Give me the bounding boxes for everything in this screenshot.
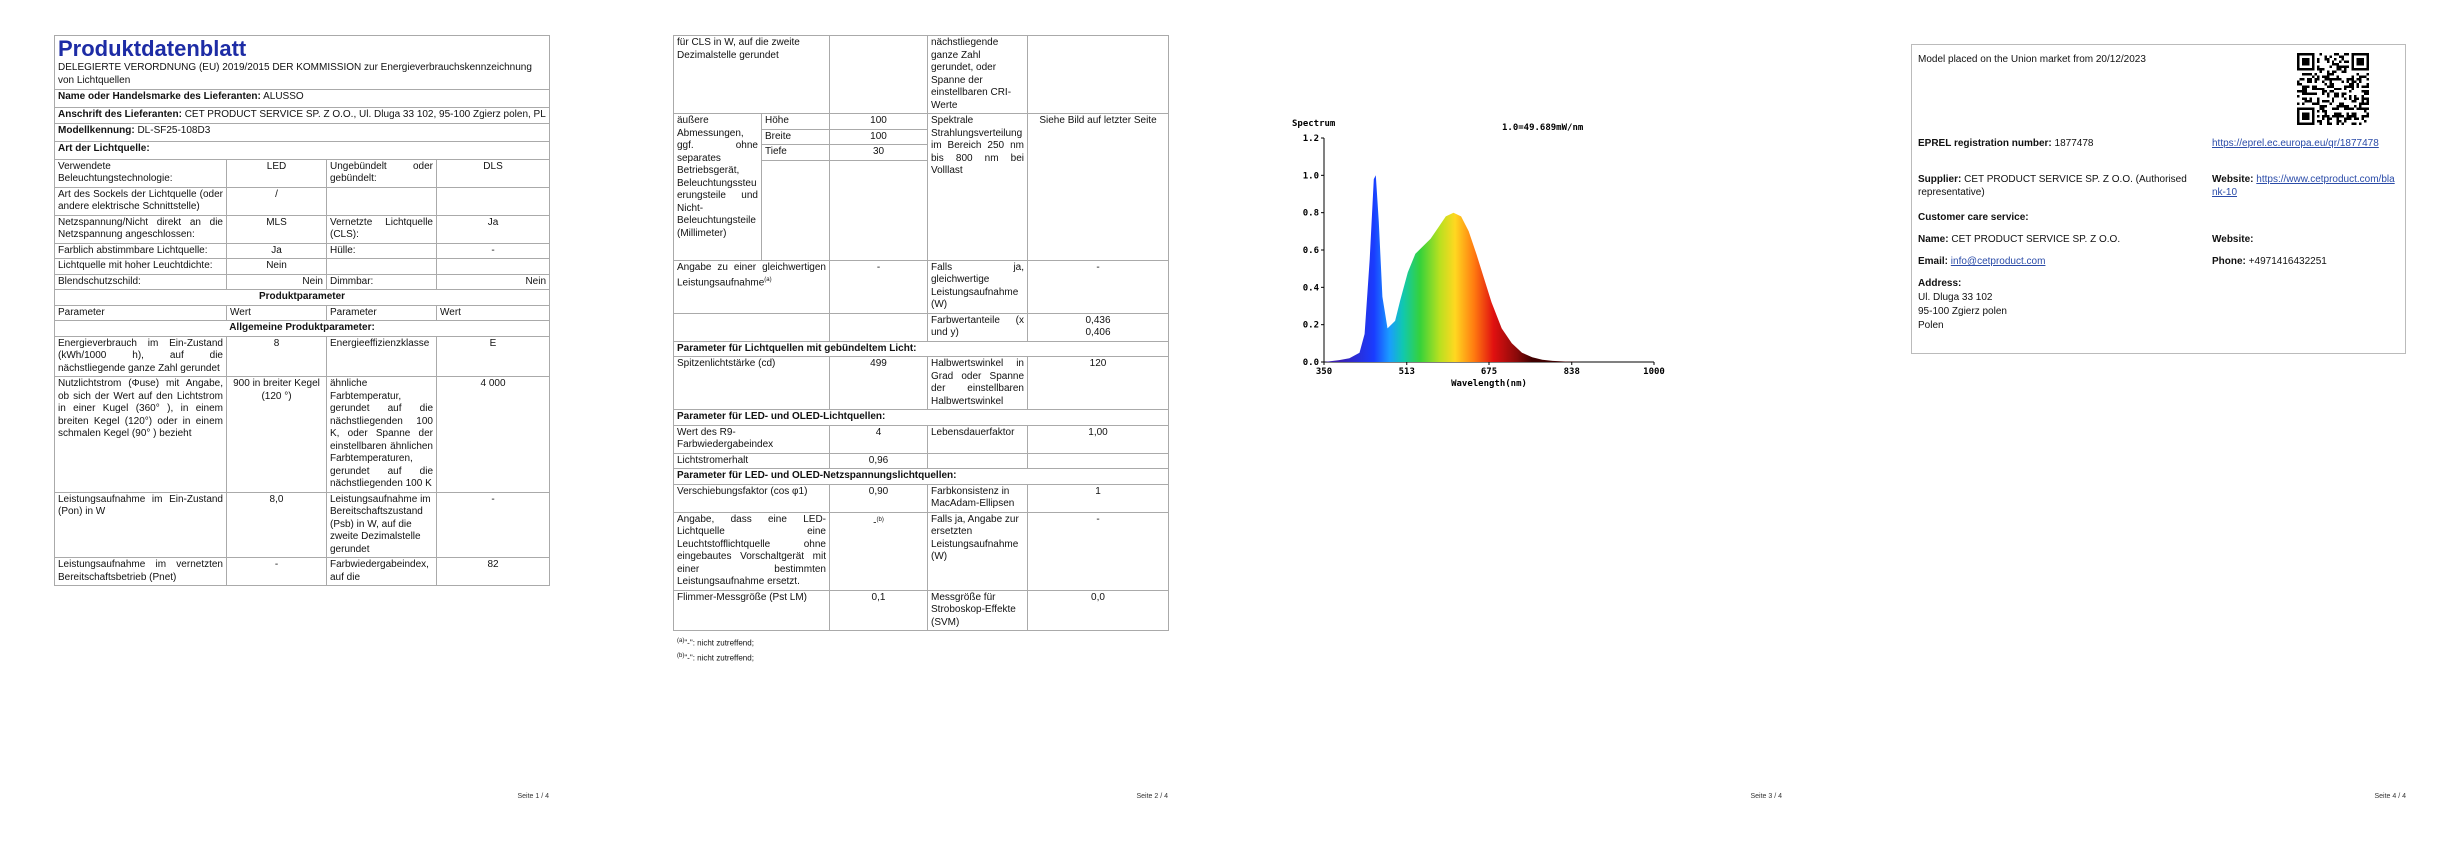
address-line-3: Polen <box>1918 320 1944 331</box>
cell: MLS <box>227 215 327 243</box>
cell: - <box>1028 512 1169 590</box>
eprel-link[interactable]: https://eprel.ec.europa.eu/qr/1877478 <box>2212 138 2379 149</box>
cell: Verschiebungsfaktor (cos φ1) <box>674 484 830 512</box>
cell: Farbwertanteile (x und y) <box>928 313 1028 341</box>
table-row <box>674 36 1169 114</box>
cell: 0,1 <box>830 590 928 631</box>
cell: Dimmbar: <box>327 274 437 290</box>
cell: 499 <box>830 357 928 410</box>
table-row <box>55 187 550 215</box>
cell: / <box>227 187 327 215</box>
page-number: Seite 3 / 4 <box>1750 793 1782 800</box>
footnotes <box>677 635 1168 664</box>
y-tick-label: 1.0 <box>1302 171 1319 182</box>
table-row <box>55 274 550 290</box>
cell: Lichtquelle mit hoher Leuchtdichte: <box>55 259 227 275</box>
page-4 <box>1911 0 2406 842</box>
cell: 0,436 0,406 <box>1028 313 1169 341</box>
chart-annotation: 1.0=49.689mW/nm <box>1502 123 1584 133</box>
y-tick-label: 0.8 <box>1302 208 1319 219</box>
section-heading: Allgemeine Produktparameter: <box>55 321 550 337</box>
table-row <box>55 492 550 558</box>
cell: 100 <box>830 114 928 130</box>
qr-code-icon <box>2297 53 2369 125</box>
table-row <box>674 313 1169 341</box>
cell: LED <box>227 159 327 187</box>
table-row <box>674 357 1169 410</box>
address: CET PRODUCT SERVICE SP. Z O.O., Ul. Dluga 33 102, 95-100 Zgierz polen, PL <box>184 109 546 120</box>
cell: Leistungsaufnahme im Bereitschaftszustand (Psb) in W, auf die zweite Dezimalstelle gerundet <box>327 492 437 558</box>
cell: Flimmer-Messgröße (Pst LM) <box>674 590 830 631</box>
email-link[interactable]: info@cetproduct.com <box>1950 256 2046 267</box>
cell: Verwendete Beleuchtungstechnologie: <box>55 159 227 187</box>
cell: Ungebündelt oder gebündelt: <box>327 159 437 187</box>
name-label: Name: <box>1918 234 1949 245</box>
cell: Falls ja, gleichwertige Leistungsaufnahme (W) <box>928 260 1028 313</box>
eprel-label: EPREL registration number: <box>1918 138 2052 149</box>
cell <box>762 160 830 260</box>
section-heading: Parameter für LED- und OLED-Netzspannungslichtquellen: <box>674 469 1169 485</box>
cell <box>830 160 928 260</box>
section-heading: Parameter für LED- und OLED-Lichtquellen: <box>674 410 1169 426</box>
x-tick-label: 838 <box>1563 367 1580 377</box>
table-row <box>55 259 550 275</box>
cell: Farbwiedergabeindex, auf die <box>327 558 437 586</box>
cell: Leistungsaufnahme im vernetzten Bereitschaftsbetrieb (Pnet) <box>55 558 227 586</box>
cell: Angabe, dass eine LED-Lichtquelle eine Leuchtstofflichtquelle ohne eingebautes Vorschaltgerät mit einer bestimmten Leistungsaufnahme ersetzt. <box>674 512 830 590</box>
cell: Breite <box>762 129 830 145</box>
cell <box>1028 453 1169 469</box>
cell: Höhe <box>762 114 830 130</box>
cell: 100 <box>830 129 928 145</box>
model-label: Modellkennung: <box>58 124 135 136</box>
footnote-marker: (a) <box>764 277 772 283</box>
table-row <box>674 260 1169 313</box>
supplier-label: Supplier: <box>1918 174 1962 185</box>
cell: ähnliche Farbtemperatur, gerundet auf die nächstliegenden 100 K, oder Spanne der einstellbaren ähnlichen Farbtemperaturen, gerundet auf die nächstliegenden 100 K <box>327 377 437 493</box>
table-row <box>674 425 1169 453</box>
page-number: Seite 1 / 4 <box>517 793 549 800</box>
website-link[interactable]: https://www.cetproduct.com/blank-10 <box>2212 174 2395 198</box>
section-heading: Produktparameter <box>55 290 550 306</box>
cell: Farblich abstimmbare Lichtquelle: <box>55 243 227 259</box>
address-label: Address: <box>1918 278 1962 289</box>
table-row <box>55 159 550 187</box>
cell: Nein <box>227 259 327 275</box>
page-3 <box>1292 0 1782 842</box>
spectrum-area <box>1324 175 1654 362</box>
cell: Spitzenlichtstärke (cd) <box>674 357 830 410</box>
y-tick-label: 0.0 <box>1302 358 1319 368</box>
y-tick-label: 0.2 <box>1302 320 1319 331</box>
table-row <box>55 243 550 259</box>
x-tick-label: 1000 <box>1643 367 1665 377</box>
cell: Art des Sockels der Lichtquelle (oder andere elektrische Schnittstelle) <box>55 187 227 215</box>
cell: 120 <box>1028 357 1169 410</box>
table-header-row <box>55 305 550 321</box>
cell: - <box>1028 260 1169 313</box>
cell: Energieverbrauch im Ein-Zustand (kWh/1000 h), auf die nächstliegende ganze Zahl gerundet <box>55 336 227 377</box>
page-2 <box>673 0 1168 842</box>
cell: Siehe Bild auf letzter Seite <box>1028 114 1169 261</box>
page-number: Seite 4 / 4 <box>2374 793 2406 800</box>
header-cell: Parameter <box>327 305 437 321</box>
cell: Netzspannung/Nicht direkt an die Netzspannung angeschlossen: <box>55 215 227 243</box>
header-cell: Wert <box>437 305 550 321</box>
cell: 4 000 <box>437 377 550 493</box>
cell-text: Angabe zu einer gleichwertigen Leistungsaufnahme <box>677 261 826 289</box>
page-1 <box>54 0 549 842</box>
phone-number: +4971416432251 <box>2248 256 2327 267</box>
cell: 1 <box>1028 484 1169 512</box>
cell <box>830 313 928 341</box>
cell: 8,0 <box>227 492 327 558</box>
placed-on-market: Model placed on the Union market from 20/12/2023 <box>1918 54 2146 65</box>
model-id: DL-SF25-108D3 <box>137 124 211 136</box>
x-tick-label: 350 <box>1315 367 1333 377</box>
cell-text: - <box>873 516 877 528</box>
regulation-text: DELEGIERTE VERORDNUNG (EU) 2019/2015 DER KOMMISSION zur Energieverbrauchskennzeichnung von Lichtquellen <box>58 62 532 86</box>
care-name: CET PRODUCT SERVICE SP. Z O.O. <box>1951 234 2121 245</box>
cell: 0,96 <box>830 453 928 469</box>
cell: Blendschutzschild: <box>55 274 227 290</box>
table-row <box>55 558 550 586</box>
footnote-b: $^{(b)}$"-": nicht zutreffend; <box>677 652 754 663</box>
cell: Spektrale Strahlungsverteilung im Bereich 250 nm bis 800 nm bei Volllast <box>928 114 1028 261</box>
section-heading: Parameter für Lichtquellen mit gebündeltem Licht: <box>674 341 1169 357</box>
y-tick-label: 0.4 <box>1302 283 1319 294</box>
cell: Vernetzte Lichtquelle (CLS): <box>327 215 437 243</box>
cell: - <box>227 558 327 586</box>
product-datasheet-table-continued <box>673 35 1169 631</box>
x-axis-label: Wavelength(nm) <box>1451 379 1527 389</box>
cell: Nein <box>227 274 327 290</box>
table-row <box>674 484 1169 512</box>
cell: Nein <box>437 274 550 290</box>
cell: Falls ja, Angabe zur ersetzten Leistungsaufnahme (W) <box>928 512 1028 590</box>
cell: - <box>437 492 550 558</box>
cell: Nutzlichtstrom (Φuse) mit Angabe, ob sich der Wert auf den Lichtstrom in einer Kugel (360° ), in einem breiten Kegel (120°) oder in einem schmalen Kegel (90° ) bezieht <box>55 377 227 493</box>
supplier-name: CET PRODUCT SERVICE SP. Z O.O. (Authorised representative) <box>1918 174 2187 198</box>
header-cell: Wert <box>227 305 327 321</box>
y-tick-label: 0.6 <box>1302 246 1319 256</box>
cell: nächstliegende ganze Zahl gerundet, oder Spanne der einstellbaren CRI-Werte <box>928 36 1028 114</box>
eprel-number: 1877478 <box>2054 138 2094 149</box>
cell <box>327 187 437 215</box>
website-label: Website: <box>2212 174 2254 185</box>
address-label: Anschrift des Lieferanten: <box>58 109 182 120</box>
table-row <box>55 336 550 377</box>
supplier-name-label: Name oder Handelsmarke des Lieferanten: <box>58 91 261 102</box>
address-line-1: Ul. Dluga 33 102 <box>1918 292 1993 303</box>
cell: Energieeffizienzklasse <box>327 336 437 377</box>
header-cell: Parameter <box>55 305 227 321</box>
cell: Lebensdauerfaktor <box>928 425 1028 453</box>
address-line-2: 95-100 Zgierz polen <box>1918 306 2007 317</box>
supplier-name: ALUSSO <box>263 91 304 102</box>
cell: Messgröße für Stroboskop-Effekte (SVM) <box>928 590 1028 631</box>
x-tick-label: 675 <box>1480 367 1498 377</box>
cell: Hülle: <box>327 243 437 259</box>
cell: DLS <box>437 159 550 187</box>
cell: Ja <box>437 215 550 243</box>
cell: Leistungsaufnahme im Ein-Zustand (Pon) in W <box>55 492 227 558</box>
cell: für CLS in W, auf die zweite Dezimalstelle gerundet <box>674 36 830 114</box>
cell <box>928 453 1028 469</box>
website2-label: Website: <box>2212 234 2254 245</box>
cell: 82 <box>437 558 550 586</box>
cell <box>830 36 928 114</box>
cell <box>437 259 550 275</box>
cell: 30 <box>830 145 928 161</box>
customer-care-heading: Customer care service: <box>1918 212 2029 223</box>
cell: Halbwertswinkel in Grad oder Spanne der einstellbaren Halbwertswinkel <box>928 357 1028 410</box>
spectrum-chart <box>1292 110 1672 410</box>
table-row <box>674 114 1169 130</box>
email-label: Email: <box>1918 256 1949 267</box>
table-row <box>55 377 550 493</box>
cell <box>437 187 550 215</box>
footnote-text: "-": nicht zutreffend; <box>684 638 754 648</box>
cell <box>327 259 437 275</box>
cell: Farbkonsistenz in MacAdam-Ellipsen <box>928 484 1028 512</box>
footnote-marker: (b) <box>876 516 884 523</box>
cell: 4 <box>830 425 928 453</box>
table-row <box>55 215 550 243</box>
page-title: Produktdatenblatt <box>58 36 247 61</box>
cell: 8 <box>227 336 327 377</box>
product-datasheet-table <box>54 35 550 586</box>
footnote-text: "-": nicht zutreffend; <box>684 653 754 663</box>
cell: 0,0 <box>1028 590 1169 631</box>
table-row <box>674 453 1169 469</box>
cell: Tiefe <box>762 145 830 161</box>
cell: Ja <box>227 243 327 259</box>
cell: 1,00 <box>1028 425 1169 453</box>
cell: - <box>830 260 928 313</box>
table-row <box>674 590 1169 631</box>
x-tick-label: 513 <box>1398 367 1415 377</box>
y-tick-label: 1.2 <box>1302 134 1319 144</box>
eprel-info-box <box>1911 44 2406 354</box>
cell: E <box>437 336 550 377</box>
cell: - <box>437 243 550 259</box>
cell: äußere Abmessungen, ggf. ohne separates Betriebsgerät, Beleuchtungssteuerungsteile und Nicht-Beleuchtungsteile (Millimeter) <box>674 114 762 261</box>
footnote-a: $^{(a)}$"-": nicht zutreffend; <box>677 638 754 648</box>
table-row <box>674 512 1169 590</box>
cell: Wert des R9-Farbwiedergabeindex <box>674 425 830 453</box>
phone-label: Phone: <box>2212 256 2246 267</box>
cell <box>674 313 830 341</box>
page-number: Seite 2 / 4 <box>1136 793 1168 800</box>
cell: 0,90 <box>830 484 928 512</box>
cell <box>1028 36 1169 114</box>
cell: 900 in breiter Kegel (120 °) <box>227 377 327 493</box>
light-type-label: Art der Lichtquelle: <box>58 142 150 154</box>
chart-title: Spectrum <box>1292 119 1336 129</box>
cell: Lichtstromerhalt <box>674 453 830 469</box>
